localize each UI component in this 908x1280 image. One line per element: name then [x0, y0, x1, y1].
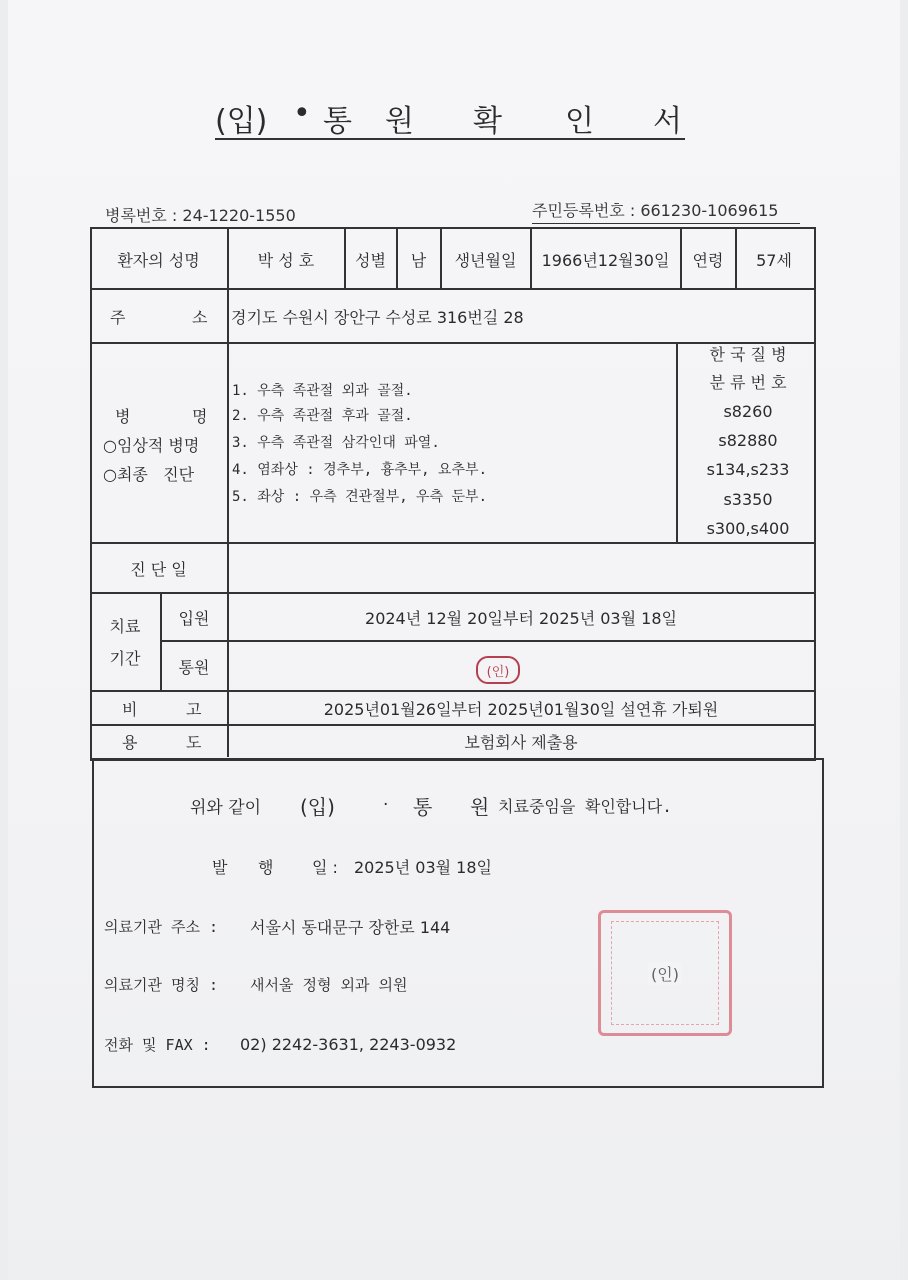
title-part: 인 — [565, 104, 594, 139]
phone-fax-label: 전화 및 FAX : — [104, 1035, 211, 1054]
official-seal — [598, 910, 732, 1036]
institution-name: 새서울 정형 외과 의원 — [250, 975, 408, 994]
institution-name-label: 의료기관 명칭 : — [104, 975, 219, 994]
institution-address-label: 의료기관 주소 : — [104, 917, 219, 936]
inpatient-label: 입원 — [178, 608, 210, 628]
confirm-sentence-a: 위와 같이 — [190, 797, 262, 818]
dob-value: 1966년12월30일 — [541, 250, 670, 270]
purpose-label: 도 — [186, 732, 202, 752]
confirm-sentence-e: 원 — [470, 794, 490, 819]
outpatient-label: 통원 — [178, 657, 210, 677]
age-label: 연령 — [692, 250, 724, 270]
confirm-sentence-c: · — [383, 795, 389, 815]
title-part: 통 — [323, 104, 352, 139]
seal-mark: (인) — [648, 962, 682, 985]
inpatient-period: 2024년 12월 20일부터 2025년 03월 18일 — [365, 608, 677, 628]
resident-id: 주민등록번호 : 661230-1069615 — [532, 198, 800, 224]
title-part: 서 — [653, 104, 682, 139]
address-label: 소 — [192, 307, 208, 327]
disease-code: s3350 — [723, 489, 773, 509]
title-part: 원 — [385, 104, 414, 139]
remarks-label: 고 — [186, 699, 202, 719]
record-number: 병록번호 : 24-1220-1550 — [105, 203, 348, 229]
address-label: 주 — [110, 307, 126, 327]
purpose-value: 보험회사 제출용 — [464, 732, 578, 752]
diagnosis-item: 1. 우측 족관절 외과 골절. — [232, 383, 413, 399]
sex-value: 남 — [410, 250, 427, 270]
outpatient-mark: (인) — [476, 656, 520, 684]
disease-code: s300,s400 — [706, 518, 790, 538]
age-value: 57세 — [756, 250, 792, 270]
disease-code: s134,s233 — [706, 459, 790, 479]
diagnosis-item: 5. 좌상 : 우측 견관절부, 우측 둔부. — [232, 489, 488, 505]
diagnosis-label: 병 — [115, 406, 131, 426]
phone-fax: 02) 2242-3631, 2243-0932 — [240, 1034, 457, 1054]
purpose-label: 용 — [122, 732, 138, 752]
remarks-value: 2025년01월26일부터 2025년01월30일 설연휴 가퇴원 — [323, 699, 719, 719]
title-part: • — [293, 96, 311, 131]
issue-date-label: 발 — [212, 857, 228, 877]
confirm-sentence-d: 통 — [413, 794, 433, 819]
diagnosis-item: 4. 염좌상 : 경추부, 흉추부, 요추부. — [232, 462, 488, 478]
remarks-label: 비 — [122, 699, 138, 719]
final-diagnosis-option: ○최종 진단 — [103, 464, 195, 484]
issue-date: 2025년 03월 18일 — [354, 857, 492, 877]
treatment-period-label: 치료 — [109, 616, 141, 636]
diagnosis-date-label: 진 단 일 — [130, 559, 187, 579]
patient-name-label: 환자의 성명 — [117, 250, 200, 270]
code-header: 한 국 질 병 — [709, 344, 787, 364]
issue-date-label: 행 — [258, 857, 274, 877]
confirm-sentence-f: 치료중임을 확인합니다. — [498, 796, 672, 816]
title-part: 확 — [473, 104, 502, 139]
patient-name: 박 성 호 — [257, 250, 315, 270]
diagnosis-item: 3. 우측 족관절 삼각인대 파열. — [232, 435, 440, 451]
institution-address: 서울시 동대문구 장한로 144 — [250, 917, 451, 937]
sex-label: 성별 — [355, 250, 386, 270]
diagnosis-item: 2. 우측 족관절 후과 골절. — [232, 408, 413, 424]
disease-code: s82880 — [718, 430, 778, 450]
issue-date-label: 일 : — [312, 857, 338, 877]
code-header: 분 류 번 호 — [709, 372, 787, 392]
clinical-diagnosis-option: ○임상적 병명 — [103, 435, 200, 455]
title-part: (입) — [215, 104, 268, 139]
diagnosis-label: 명 — [192, 406, 208, 426]
address-value: 경기도 수원시 장안구 수성로 316번길 28 — [231, 307, 524, 327]
dob-label: 생년월일 — [454, 250, 517, 270]
disease-code: s8260 — [723, 401, 773, 421]
treatment-period-label: 기간 — [109, 648, 141, 668]
document-title — [215, 96, 685, 140]
confirm-sentence-b: (입) — [300, 794, 335, 819]
diagnosis-date-value — [231, 544, 801, 592]
